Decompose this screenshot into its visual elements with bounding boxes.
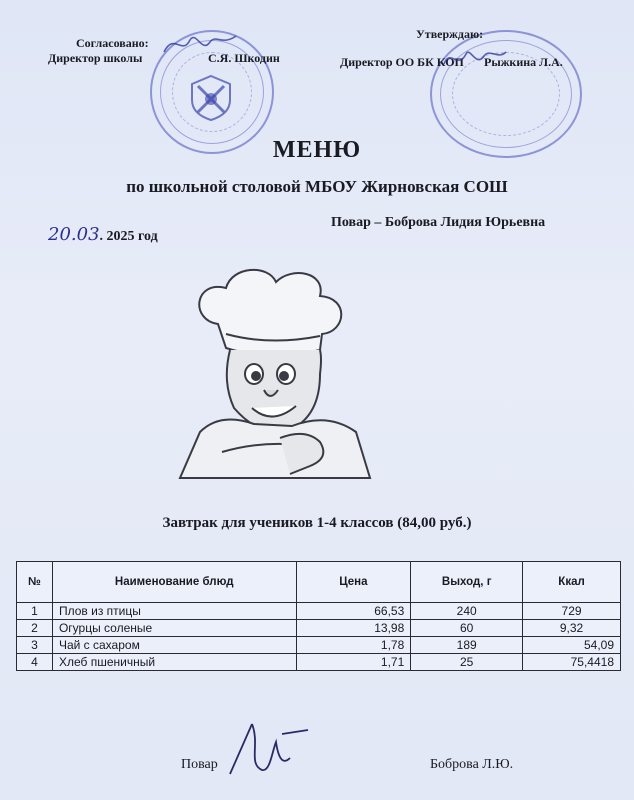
- row-kcal: 729: [523, 603, 621, 620]
- row-dish-name: Хлеб пшеничный: [52, 654, 296, 671]
- table-row: [17, 603, 621, 620]
- row-kcal: 54,09: [523, 637, 621, 654]
- table-row: [17, 637, 621, 654]
- left-signature: [160, 26, 240, 60]
- header-weight: Выход, г: [411, 562, 523, 603]
- row-weight: 60: [411, 620, 523, 637]
- approval-left-role: Директор школы: [48, 51, 143, 65]
- footer-name: Боброва Л.Ю.: [430, 757, 514, 772]
- row-weight: 25: [411, 654, 523, 671]
- menu-table: [16, 561, 621, 671]
- header-price: Цена: [296, 562, 411, 603]
- right-signature: [440, 44, 510, 74]
- date-suffix: . 2025 год: [99, 229, 158, 244]
- stamp-emblem-icon: [186, 72, 236, 122]
- row-price: 13,98: [296, 620, 411, 637]
- footer-label: Повар: [181, 757, 218, 772]
- header-number: №: [17, 562, 53, 603]
- row-dish-name: Чай с сахаром: [52, 637, 296, 654]
- row-number: 3: [17, 637, 53, 654]
- page-title: МЕНЮ: [272, 137, 362, 163]
- row-price: 1,71: [296, 654, 411, 671]
- approval-right-name: Рыжкина Л.А.: [484, 55, 563, 69]
- row-weight: 189: [411, 637, 523, 654]
- cook-line: Повар – Боброва Лидия Юрьевна: [331, 215, 546, 230]
- table-row: [17, 620, 621, 637]
- table-header-row: [17, 562, 621, 603]
- row-price: 1,78: [296, 637, 411, 654]
- row-number: 1: [17, 603, 53, 620]
- approval-right-label: Утверждаю:: [416, 27, 484, 41]
- cook-signature: [222, 712, 312, 780]
- approval-left-name: С.Я. Шкодин: [208, 51, 280, 65]
- row-price: 66,53: [296, 603, 411, 620]
- approval-left-label: Согласовано:: [76, 36, 149, 50]
- header-kcal: Ккал: [523, 562, 621, 603]
- row-number: 4: [17, 654, 53, 671]
- meal-heading: Завтрак для учеников 1-4 классов (84,00 руб.): [162, 515, 472, 531]
- row-kcal: 75,4418: [523, 654, 621, 671]
- header-dish-name: Наименование блюд: [52, 562, 296, 603]
- row-dish-name: Плов из птицы: [52, 603, 296, 620]
- row-weight: 240: [411, 603, 523, 620]
- row-number: 2: [17, 620, 53, 637]
- school-subtitle: по школьной столовой МБОУ Жирновская СОШ: [126, 177, 508, 196]
- table-row: [17, 654, 621, 671]
- row-dish-name: Огурцы соленые: [52, 620, 296, 637]
- chef-illustration: [160, 262, 410, 480]
- date-handwritten: 20.03: [48, 224, 100, 245]
- date-line: [48, 224, 158, 245]
- row-kcal: 9,32: [523, 620, 621, 637]
- approval-right-role: Директор ОО БК КОП: [340, 55, 464, 69]
